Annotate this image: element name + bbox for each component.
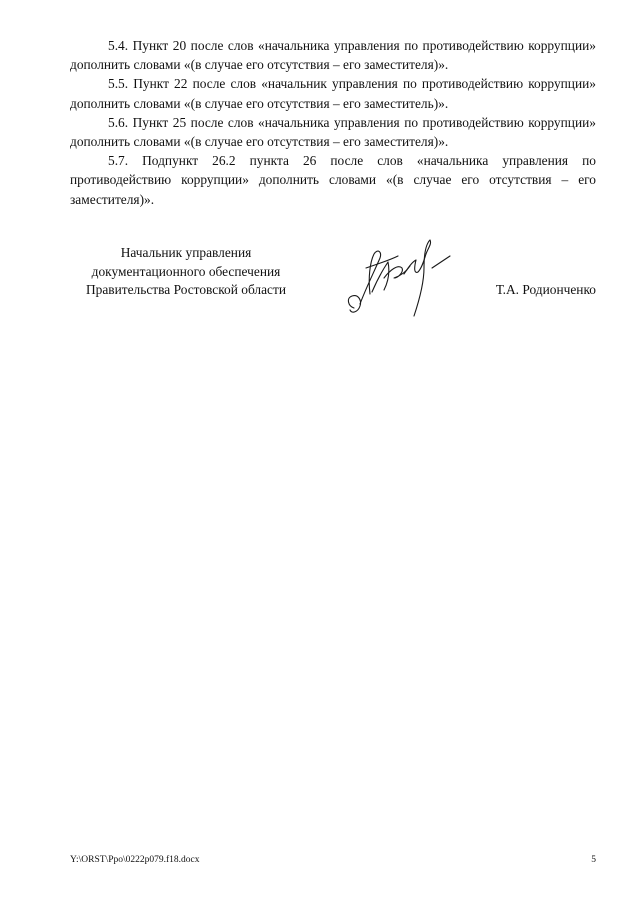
paragraph-5-6: 5.6. Пункт 25 после слов «начальника управления по противодействию коррупции» дополнить словами «(в случае его отсутствия – его заместителя)». <box>70 114 596 150</box>
document-body <box>70 36 596 209</box>
signer-name: Т.А. Родионченко <box>495 282 596 297</box>
signer-position-line-1: Начальник управления <box>120 245 252 260</box>
paragraph-5-7: 5.7. Подпункт 26.2 пункта 26 после слов «начальника управления по противодействию коррупции» дополнить словами «(в случае его отсутствия – его заместителя)». <box>70 153 596 207</box>
signer-position-line-3: Правительства Ростовской области <box>85 282 287 297</box>
footer-page-number: 5 <box>591 855 596 865</box>
paragraph-5-4: 5.4. Пункт 20 после слов «начальника управления по противодействию коррупции» дополнить словами «(в случае его отсутствия – его заместителя)». <box>70 38 596 73</box>
signer-position <box>68 244 304 300</box>
handwritten-signature <box>344 238 456 320</box>
signer-position-line-2: документационного обеспечения <box>91 263 281 279</box>
paragraph-5-5: 5.5. Пункт 22 после слов «начальник управления по противодействию коррупции» дополнить словами «(в случае его отсутствия – его заместитель)». <box>70 76 596 111</box>
footer-file-path: Y:\ORST\Ppo\0222p079.f18.docx <box>70 855 200 865</box>
